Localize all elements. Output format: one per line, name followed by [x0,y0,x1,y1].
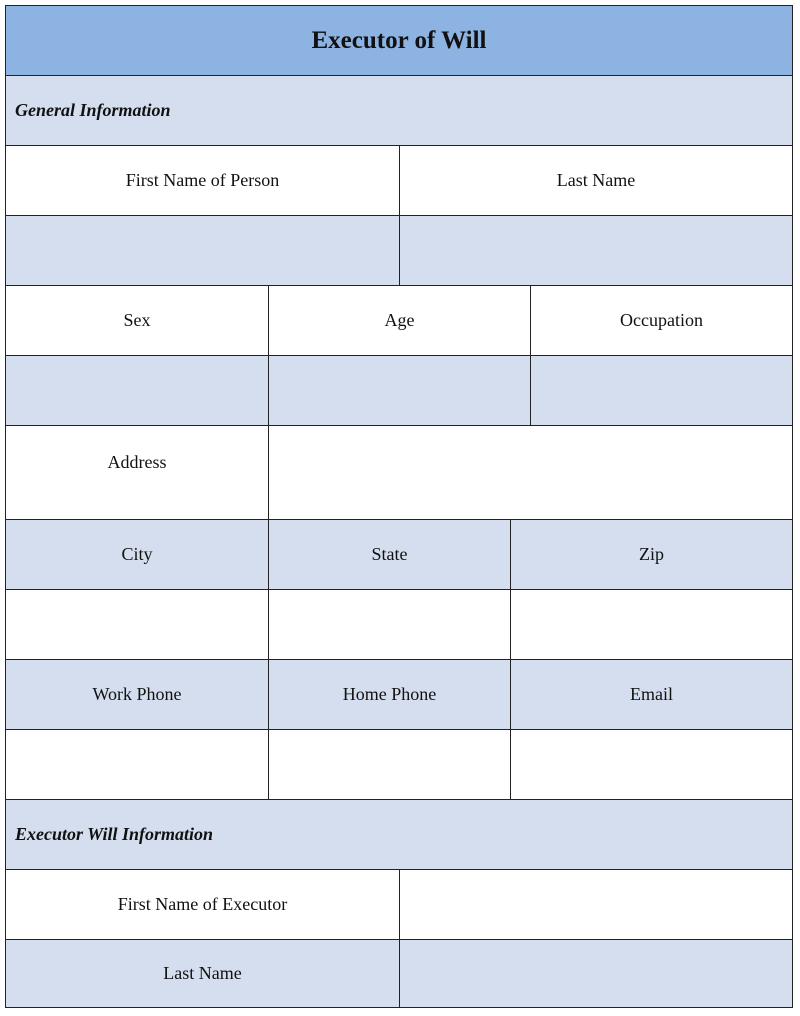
executor-last-name-field[interactable] [400,940,792,1007]
occupation-field[interactable] [531,356,792,425]
executor-first-name-label: First Name of Executor [6,870,400,939]
work-phone-label: Work Phone [6,660,269,729]
state-field[interactable] [269,590,511,659]
work-phone-field[interactable] [6,730,269,799]
title-row [6,6,792,76]
location-labels-row [6,520,792,590]
last-name-field[interactable] [400,216,792,285]
general-section-row [6,76,792,146]
executor-of-will-form [5,5,793,1008]
executor-section-row [6,800,792,870]
executor-first-name-field[interactable] [400,870,792,939]
first-name-label: First Name of Person [6,146,400,215]
location-inputs-row [6,590,792,660]
city-label: City [6,520,269,589]
contact-inputs-row [6,730,792,800]
zip-label: Zip [639,544,664,564]
personal-labels-row [6,286,792,356]
email-label: Email [630,684,673,704]
address-field[interactable] [269,426,792,519]
home-phone-field[interactable] [269,730,511,799]
contact-labels-row [6,660,792,730]
occupation-label: Occupation [620,310,703,330]
zip-field[interactable] [511,590,792,659]
sex-label: Sex [6,286,269,355]
first-name-field[interactable] [6,216,400,285]
executor-information-heading: Executor Will Information [6,800,792,869]
state-label: State [269,520,511,589]
email-field[interactable] [511,730,792,799]
executor-first-name-row [6,870,792,940]
age-label: Age [269,286,531,355]
personal-inputs-row [6,356,792,426]
form-title: Executor of Will [6,6,792,75]
city-field[interactable] [6,590,269,659]
executor-last-name-row [6,940,792,1007]
name-inputs-row [6,216,792,286]
name-labels-row [6,146,792,216]
address-label: Address [6,426,269,519]
address-row [6,426,792,520]
general-information-heading: General Information [6,76,792,145]
home-phone-label: Home Phone [269,660,511,729]
age-field[interactable] [269,356,531,425]
last-name-label: Last Name [556,170,636,190]
sex-field[interactable] [6,356,269,425]
executor-last-name-label: Last Name [6,940,400,1007]
